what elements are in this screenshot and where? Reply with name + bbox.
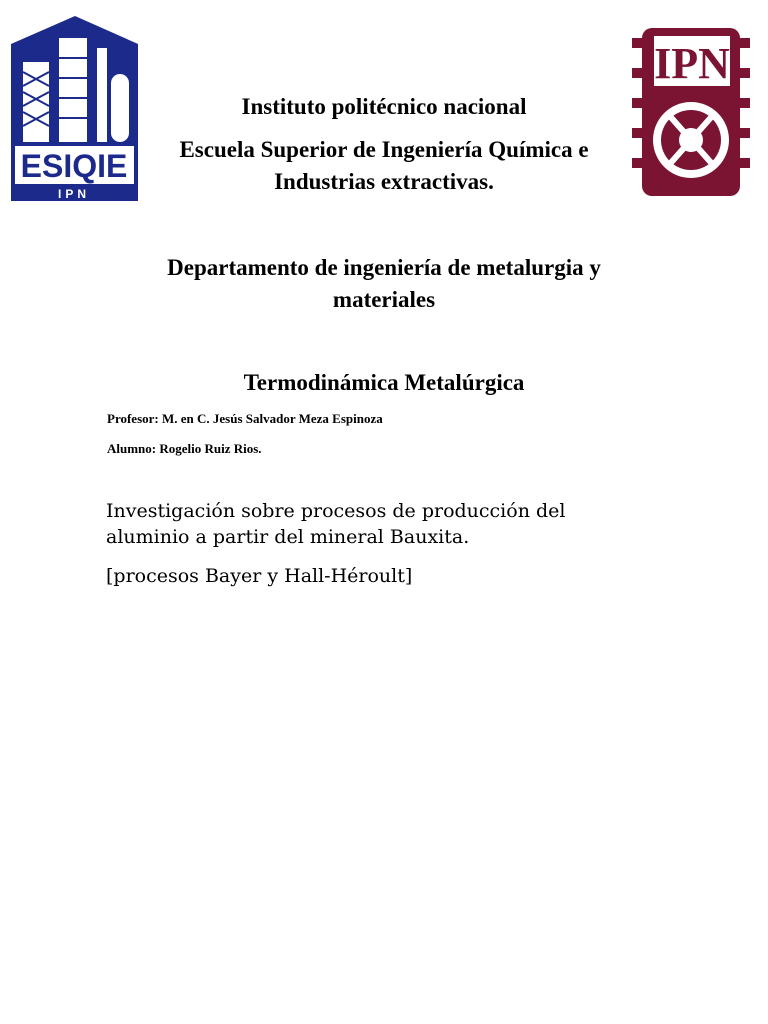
department-name: Departamento de ingeniería de metalurgia y materiales (167, 255, 601, 312)
student-line: Alumno: Rogelio Ruiz Rios. (107, 441, 262, 456)
svg-text:IPN: IPN (654, 39, 730, 88)
ipn-logo (628, 18, 753, 204)
research-description: Investigación sobre procesos de producción del aluminio a partir del mineral Bauxita. (106, 500, 566, 548)
course-title: Termodinámica Metalúrgica (243, 370, 525, 395)
school-name: Escuela Superior de Ingeniería Química e Industrias extractivas. (179, 137, 589, 194)
institute-name: Instituto politécnico nacional (241, 94, 527, 119)
process-names: [procesos Bayer y Hall-Héroult] (106, 565, 413, 587)
esiqie-logo (9, 14, 140, 203)
svg-text:ESIQIE: ESIQIE (20, 148, 128, 184)
professor-line: Profesor: M. en C. Jesús Salvador Meza Espinoza (107, 411, 383, 426)
svg-text:IPN: IPN (57, 187, 91, 201)
